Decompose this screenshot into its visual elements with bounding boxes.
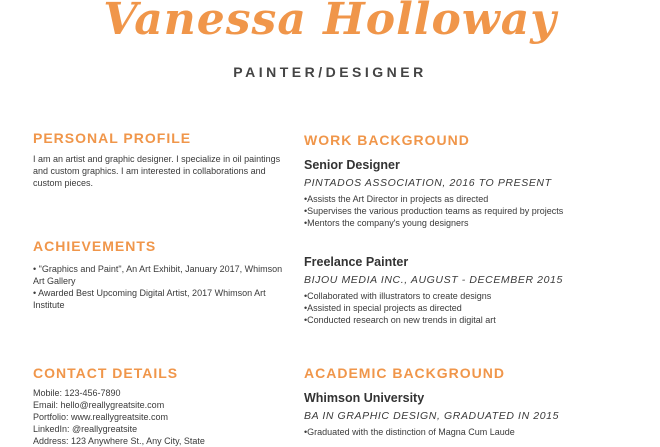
job-entry xyxy=(304,158,634,229)
job-duties xyxy=(304,193,634,229)
achievement-item: • "Graphics and Paint", An Art Exhibit, January 2017, Whimson Art Gallery xyxy=(33,264,283,286)
contact-linkedin: LinkedIn: @reallygreatsite xyxy=(33,424,138,434)
contact-email: Email: hello@reallygreatsite.com xyxy=(33,400,165,410)
job-duty: • Conducted research on new trends in digital art xyxy=(304,314,634,326)
academic-background-heading: ACADEMIC BACKGROUND xyxy=(304,365,505,381)
job-duty: • Mentors the company's young designers xyxy=(304,217,634,229)
academic-background-section xyxy=(304,365,634,438)
job-title: Freelance Painter xyxy=(304,255,409,269)
achievement-item-text: Awarded Best Upcoming Digital Artist, 2017 Whimson Art Institute xyxy=(33,288,266,310)
job-entry xyxy=(304,255,634,326)
school-name: Whimson University xyxy=(304,391,425,405)
job-duty: • Supervises the various production teams as required by projects xyxy=(304,205,634,217)
academic-notes xyxy=(304,426,634,438)
contact-mobile: Mobile: 123-456-7890 xyxy=(33,388,121,398)
work-background-heading: WORK BACKGROUND xyxy=(304,132,470,148)
job-duty: • Collaborated with illustrators to create designs xyxy=(304,290,634,302)
contact-portfolio: Portfolio: www.reallygreatsite.com xyxy=(33,412,169,422)
job-duty: • Assists the Art Director in projects as directed xyxy=(304,193,634,205)
academic-note: • Graduated with the distinction of Magna Cum Laude xyxy=(304,426,634,438)
personal-profile-section xyxy=(33,130,283,189)
degree: BA IN GRAPHIC DESIGN, GRADUATED IN 2015 xyxy=(304,410,560,422)
work-background-section xyxy=(304,132,634,148)
personal-profile-text: I am an artist and graphic designer. I specialize in oil paintings and custom graphics. I am interested in collaborations and custom pieces. xyxy=(33,154,281,188)
personal-profile-heading: PERSONAL PROFILE xyxy=(33,130,192,146)
job-employer-dates: BIJOU MEDIA INC., AUGUST - DECEMBER 2015 xyxy=(304,274,563,286)
achievement-item-text: "Graphics and Paint", An Art Exhibit, January 2017, Whimson Art Gallery xyxy=(33,264,283,286)
contact-details-section xyxy=(33,365,283,447)
job-duties xyxy=(304,290,634,326)
applicant-role: PAINTER/DESIGNER xyxy=(233,64,427,80)
achievements-section xyxy=(33,238,283,311)
contact-address: Address: 123 Anywhere St., Any City, State xyxy=(33,436,205,446)
job-title: Senior Designer xyxy=(304,158,400,172)
job-duty: • Assisted in special projects as directed xyxy=(304,302,634,314)
applicant-name: Vanessa Holloway xyxy=(103,0,557,45)
achievement-item: • Awarded Best Upcoming Digital Artist, 2017 Whimson Art Institute xyxy=(33,288,266,310)
contact-details-heading: CONTACT DETAILS xyxy=(33,365,179,381)
job-employer-dates: PINTADOS ASSOCIATION, 2016 TO PRESENT xyxy=(304,177,552,189)
achievements-heading: ACHIEVEMENTS xyxy=(33,238,157,254)
